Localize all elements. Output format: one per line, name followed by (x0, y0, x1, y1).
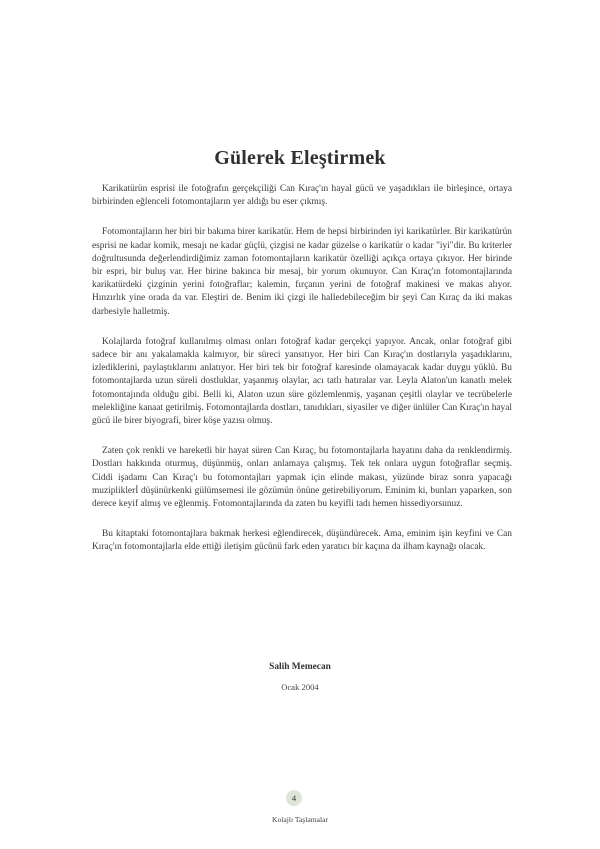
author-signature: Salih Memecan (269, 662, 331, 672)
page-footer: Kolajlı Taşlamalar (271, 815, 329, 824)
paragraph-3: Kolajlarda fotoğraf kullanılmış olması onları fotoğraf kadar gerçekçi yapıyor. Ancak, onlar fotoğraf gibi sadece bir anı yakalamakla kalmıyor, bir süreci yansıtıyor. Her biri Can Kıraç'ın dostlarıyla yaşadıklarını, izlediklerini, paylaştıklarını anlatıyor. Her biri tek bir fotoğraf karesinde olamayacak kadar duygu yüklü. Bu fotomontajlarda uzun süreli dostluklar, yaşanmış olaylar, acı tatlı hatıralar var. Leyla Alaton'un kanatlı melek fotomontajında olduğu gibi. Belli ki, Alaton uzun süre gözlemlenmiş, yaşanan çeşitli olaylar ve tecrübelerle melekliğine kanaat getirilmiş. Fotomontajlarda dostları, tanıdıkları, siyasiler ve diğer ünlüler Can Kıraç'ın hayal gücü ile birer biyografi, birer köşe yazısı olmuş. (92, 336, 512, 427)
signature-date: Ocak 2004 (281, 682, 319, 692)
page-title: Gülerek Eleştirmek (214, 147, 386, 169)
page-number-badge: 4 (286, 790, 302, 806)
paragraph-5: Bu kitaptaki fotomontajlara bakmak herkesi eğlendirecek, düşündürecek. Ama, eminim işin keyfini ve Can Kıraç'ın fotomontajlarla elde ettiği iletişim gücünü fark eden yaratıcı bir kaçına da ilham kaynağı olacak. (92, 529, 512, 553)
paragraph-2: Fotomontajların her biri bir bakıma birer karikatür. Hem de hepsi birbirinden iyi karikatürler. Bir karikatürün esprisi ne kadar komik, mesajı ne kadar güçlü, çizgisi ne kadar güzelse o karikatür o kadar "iyi"dir. Bu kriterler doğrultusunda değerlendirdiğimiz zaman fotomontajların karikatür özelliği açıkça ortaya çıkıyor. Her birinde bir espri, bir buluş var. Her birine bakınca bir mesaj, bir yorum okunuyor. Can Kıraç'ın fotomontajlarında karikatürdeki çizginin yerini fotoğraflar; kalemin, fırçanın yerini de fotoğraf makinesi ve makas alıyor. Hınzırlık yine orada da var. Eleştiri de. Benim iki çizgi ile halledebileceğim bir şeyi Can Kıraç da iki makas darbesiyle halletmiş. (92, 227, 512, 317)
paragraph-4: Zaten çok renkli ve hareketli bir hayat süren Can Kıraç, bu fotomontajlarla hayatını daha da renklendirmiş. Dostları hakkında oturmuş, düşünmüş, onları anlamaya çalışmış. Tek tek onlara uygun fotoğraflar seçmiş. Ciddi işadamı Can Kıraç'ı bu fotomontajları yapmak için elinde makası, yüzünde biraz sonra yapacağı muzipliklerİ düşünürkenki gülümsemesi ile gözümün önüne getirebiliyorum. Eminim ki, bunları yaparken, son derece keyif almış ve eğlenmiş. Fotomontajlarında da zaten bu keyifli tadı hemen hissediyorsunuz. (92, 446, 512, 510)
paragraph-1: Karikatürün esprisi ile fotoğrafın gerçekçiliği Can Kıraç'ın hayal gücü ve yaşadıkları ile birleşince, ortaya birbirinden eğlenceli fotomontajların yer aldığı bu eser çıkmış. (92, 184, 512, 208)
body-text (92, 183, 512, 572)
